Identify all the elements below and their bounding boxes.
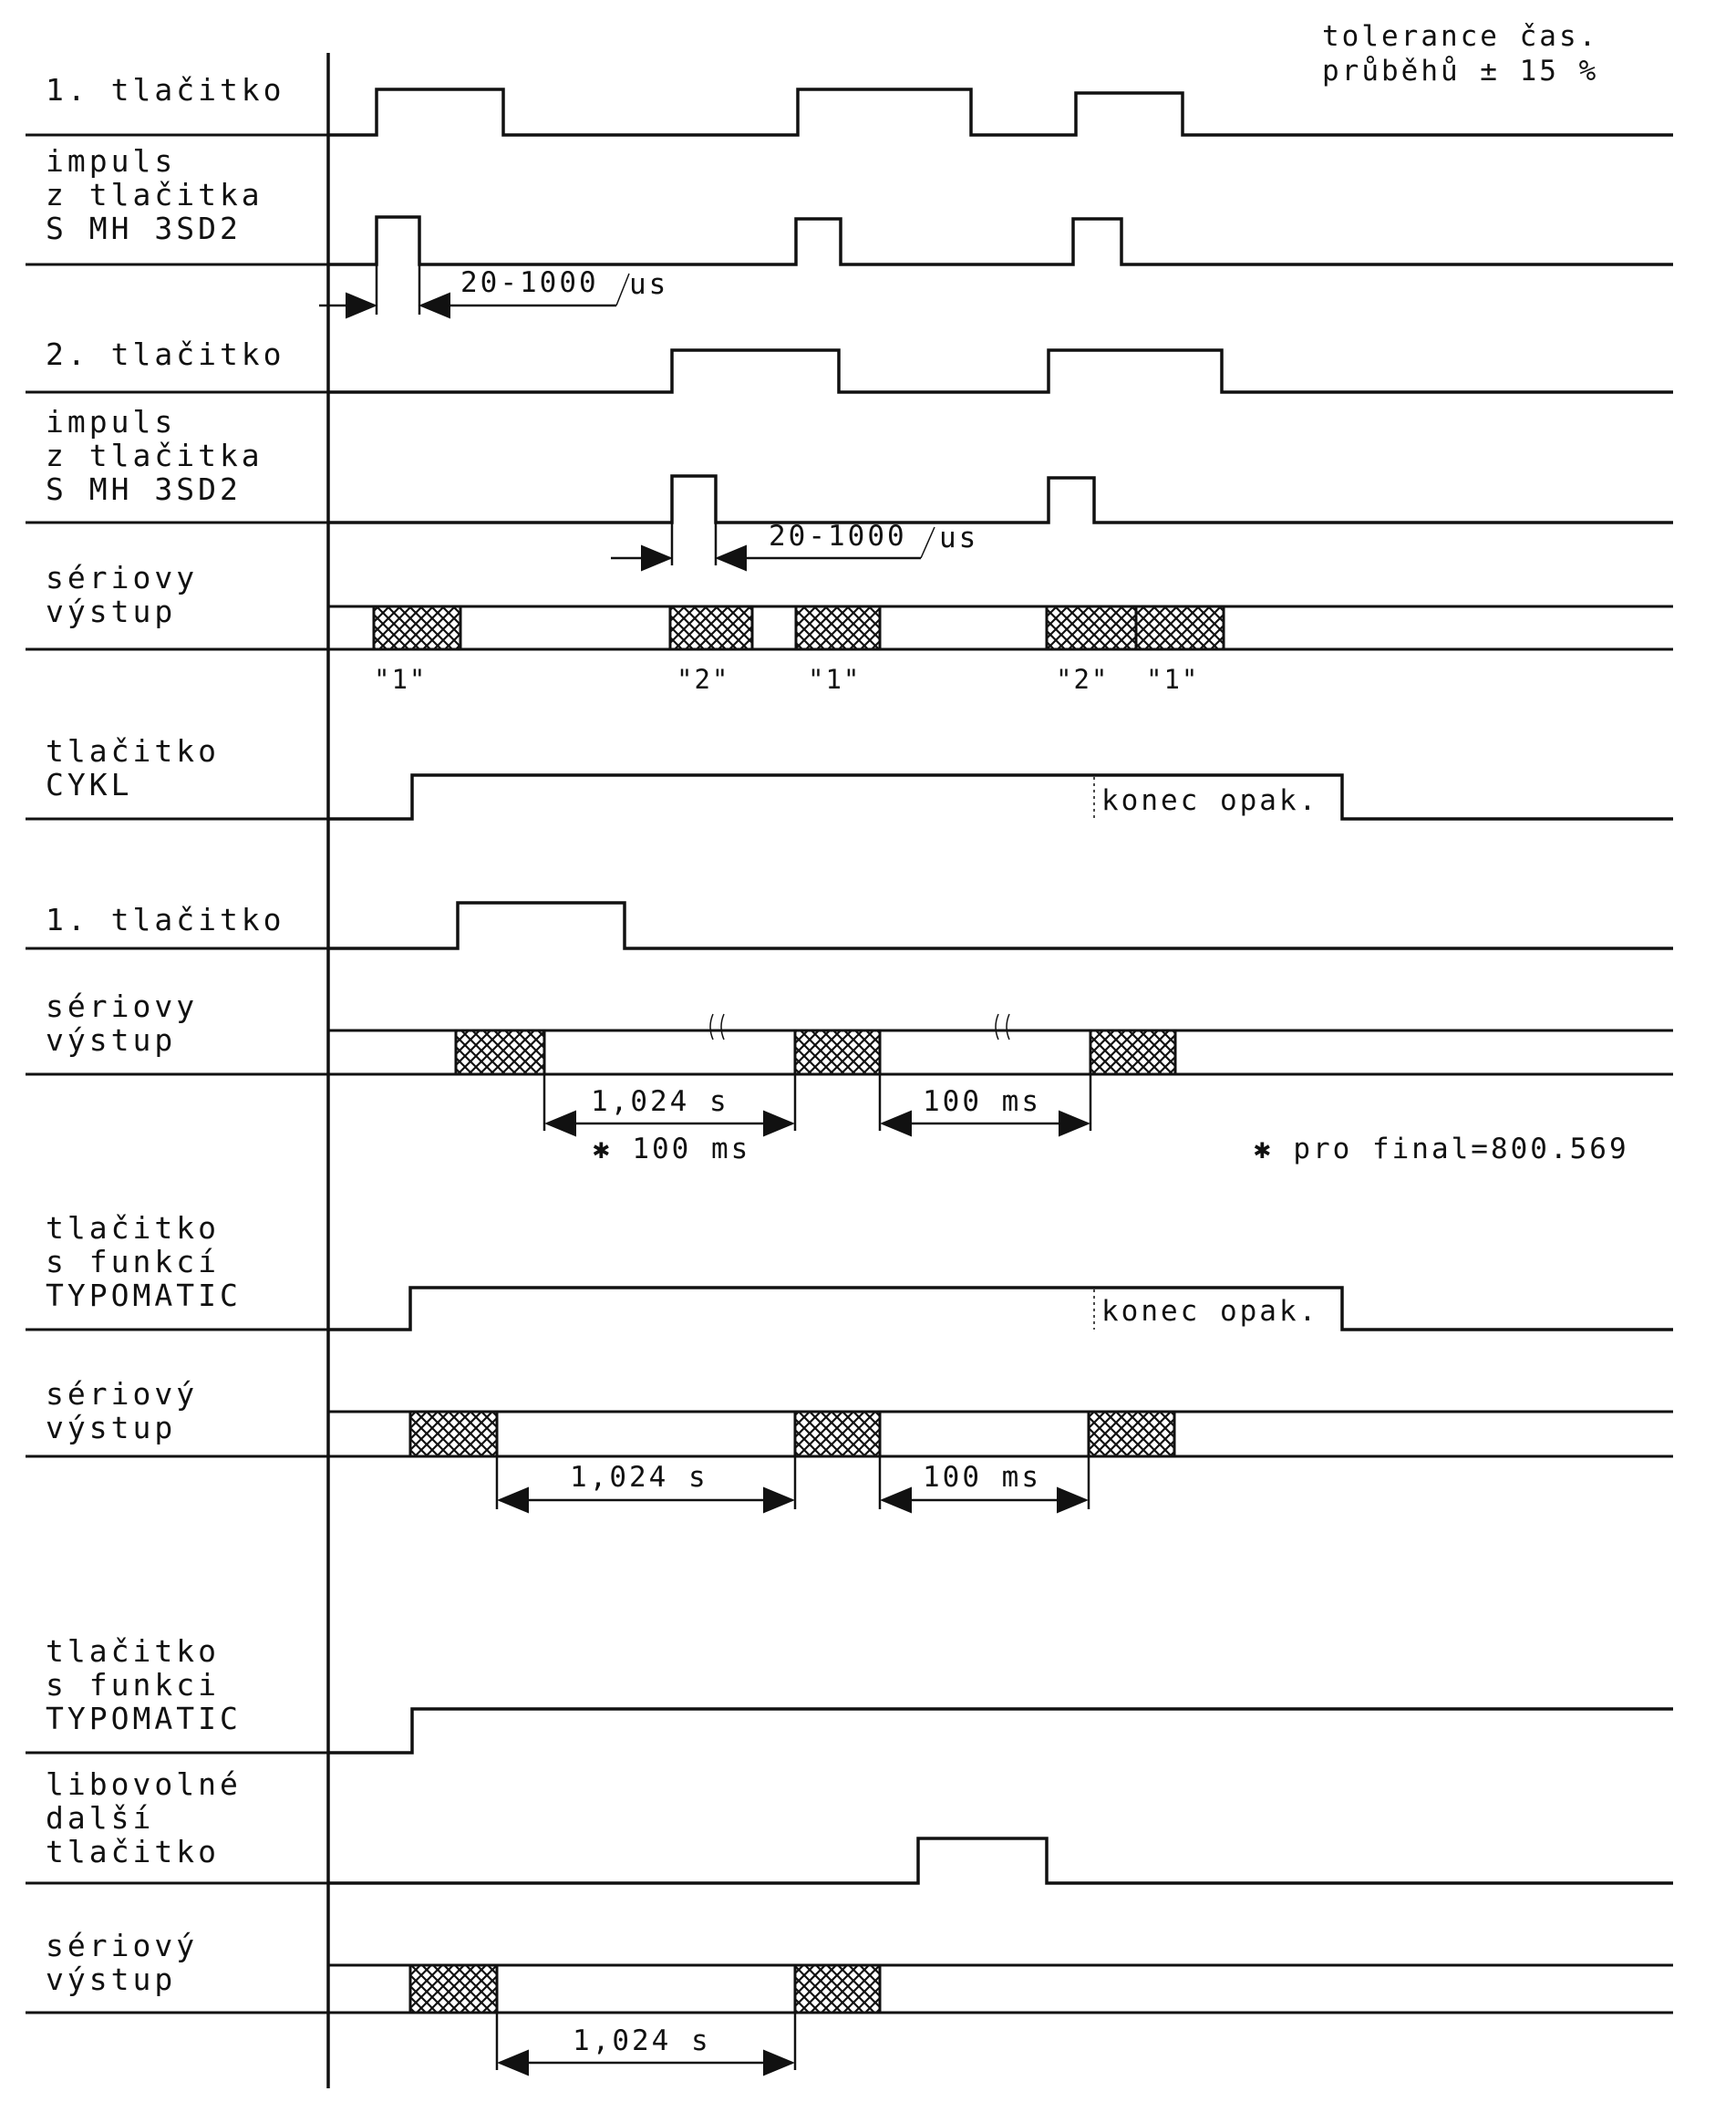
row-label: 2. tlačitko xyxy=(46,336,285,372)
serial-frame xyxy=(795,1965,880,2013)
serial-frame xyxy=(1136,606,1224,649)
tolerance-line-2: průběhů ± 15 % xyxy=(1322,55,1599,88)
row-label-line: S MH 3SD2 xyxy=(46,471,242,507)
serial-frame xyxy=(1090,1030,1175,1074)
interval-label: 100 ms xyxy=(923,1461,1041,1494)
row-button-1-repeat xyxy=(26,902,1673,948)
row-label-line: výstup xyxy=(46,1410,177,1445)
signal-waveform xyxy=(328,1838,1673,1883)
interval-alt-label: ✱ 100 ms xyxy=(593,1133,751,1165)
row-label-line: tlačitko xyxy=(46,1834,220,1869)
serial-code-label: "1" xyxy=(374,664,428,695)
serial-frame xyxy=(410,1412,497,1456)
row-label: 1. tlačitko xyxy=(46,902,285,937)
signal-waveform xyxy=(328,1288,1673,1330)
row-label-line: výstup xyxy=(46,1962,177,1997)
interval-label: 1,024 s xyxy=(570,1461,708,1494)
row-serial-output-1 xyxy=(26,560,1673,695)
row-label-line: tlačitko xyxy=(46,1210,220,1246)
serial-frame xyxy=(795,1412,880,1456)
interval-label: 1,024 s xyxy=(573,2024,711,2057)
row-label: 1. tlačitko xyxy=(46,72,285,108)
row-typomatic-button-1 xyxy=(26,1210,1673,1330)
row-label-line: výstup xyxy=(46,1022,177,1058)
interval-label: 1,024 s xyxy=(591,1085,729,1118)
serial-code-label: "2" xyxy=(677,664,730,695)
row-label-line: s funkci xyxy=(46,1667,220,1703)
row-label-line: TYPOMATIC xyxy=(46,1278,242,1313)
row-label-line: sériovy xyxy=(46,560,199,595)
serial-frame xyxy=(374,606,460,649)
tolerance-line-1: tolerance čas. xyxy=(1322,20,1599,53)
row-label-line: z tlačitka xyxy=(46,438,264,473)
row-serial-output-4 xyxy=(26,1928,1673,2070)
serial-frame xyxy=(410,1965,497,2013)
serial-code-label: "2" xyxy=(1056,664,1110,695)
serial-frame xyxy=(1089,1412,1174,1456)
row-label-line: S MH 3SD2 xyxy=(46,211,242,246)
row-serial-output-3 xyxy=(26,1376,1673,1509)
row-impulse-2 xyxy=(26,404,1673,565)
pulse-width-unit: us xyxy=(939,522,979,554)
row-typomatic-button-2 xyxy=(26,1633,1673,1753)
row-label-line: impuls xyxy=(46,143,177,179)
row-label-line: CYKL xyxy=(46,767,133,802)
signal-waveform xyxy=(328,350,1673,392)
row-label-line: sériový xyxy=(46,1928,199,1963)
signal-waveform xyxy=(328,89,1673,135)
row-label-line: TYPOMATIC xyxy=(46,1701,242,1736)
row-label-line: s funkcí xyxy=(46,1244,220,1279)
final-note: ✱ pro final=800.569 xyxy=(1254,1133,1629,1165)
row-label-line: sériovy xyxy=(46,989,199,1024)
row-label-line: sériový xyxy=(46,1376,199,1412)
row-any-other-button xyxy=(26,1766,1673,1883)
signal-waveform xyxy=(328,775,1673,819)
tolerance-note xyxy=(1322,20,1598,88)
signal-waveform xyxy=(328,1709,1673,1753)
row-impulse-1 xyxy=(26,143,1673,315)
signal-waveform xyxy=(328,903,1673,948)
row-label-line: další xyxy=(46,1800,155,1836)
typomatic-end-label: konec opak. xyxy=(1101,1295,1319,1328)
time-break-mark xyxy=(710,1014,724,1040)
serial-code-label: "1" xyxy=(1146,664,1200,695)
row-button-2 xyxy=(26,336,1673,392)
serial-frame xyxy=(795,1030,880,1074)
pulse-width-label: 20-1000 xyxy=(460,266,599,299)
leader-line xyxy=(921,527,935,558)
row-label-line: tlačitko xyxy=(46,1633,220,1669)
serial-frame xyxy=(670,606,752,649)
row-cykl-button xyxy=(26,733,1673,819)
signal-waveform xyxy=(328,476,1673,523)
interval-label: 100 ms xyxy=(923,1085,1041,1118)
signal-waveform xyxy=(328,217,1673,264)
row-label-line: výstup xyxy=(46,594,177,629)
serial-frame xyxy=(456,1030,544,1074)
pulse-width-label: 20-1000 xyxy=(769,520,907,553)
row-serial-output-2 xyxy=(26,989,1673,1165)
pulse-width-unit: us xyxy=(629,268,669,301)
row-label-line: z tlačitka xyxy=(46,177,264,212)
row-label-line: impuls xyxy=(46,404,177,440)
serial-frame xyxy=(1047,606,1136,649)
serial-frame xyxy=(796,606,880,649)
serial-code-label: "1" xyxy=(808,664,862,695)
leader-line xyxy=(616,274,629,305)
row-label-line: tlačitko xyxy=(46,733,220,769)
time-break-mark xyxy=(996,1014,1009,1040)
row-label-line: libovolné xyxy=(46,1766,242,1802)
cykl-end-label: konec opak. xyxy=(1101,784,1319,817)
